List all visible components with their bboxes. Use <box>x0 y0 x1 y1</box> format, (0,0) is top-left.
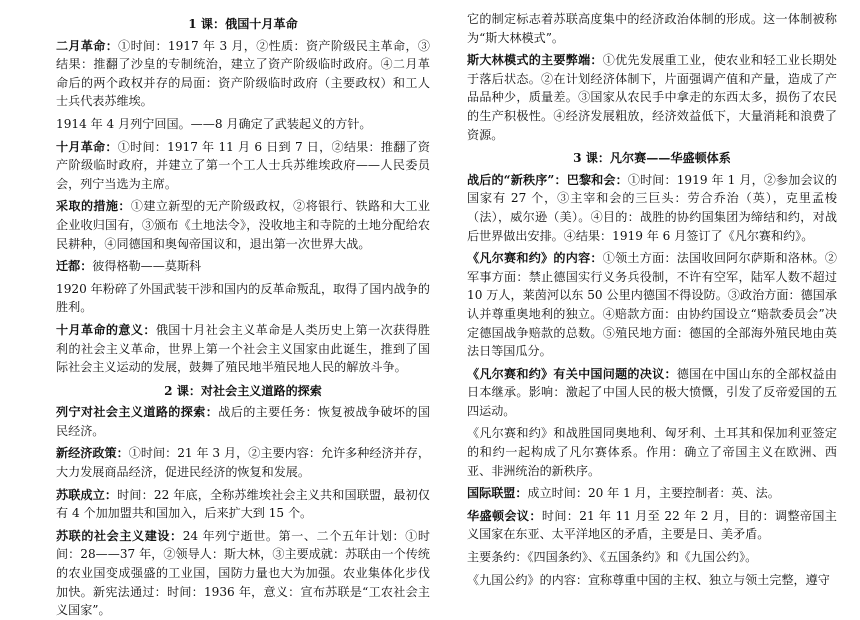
paragraph: 十月革命的意义：俄国十月社会主义革命是人类历史上第一次获得胜利的社会主义革命，世界上第一个社会主义国家由此诞生，推到了国际社会主义运动的发展，鼓舞了殖民地半殖民地人民的解放斗争。 <box>56 322 430 375</box>
term: 列宁对社会主义道路的探索： <box>56 405 219 420</box>
paragraph: 国际联盟：成立时间：20 年 1 月，主要控制者：英、法。 <box>467 486 780 501</box>
term: 二月革命： <box>56 38 119 53</box>
left-column <box>56 10 430 620</box>
paragraph: 列宁对社会主义道路的探索：战后的主要任务：恢复被战争破坏的国民经济。 <box>56 405 430 438</box>
term: 国际联盟： <box>467 486 528 501</box>
right-column <box>467 10 837 589</box>
term: 苏联的社会主义建设： <box>56 528 183 543</box>
paragraph: 苏联成立：时间：22 年底，全称苏维埃社会主义共和国联盟，最初仅有 4 个加加盟共和国加入，后来扩大到 15 个。 <box>56 487 430 521</box>
term: 斯大林模式的主要弊端： <box>467 53 603 68</box>
term: 十月革命的意义： <box>56 322 156 337</box>
lesson-2-heading: 2 课：对社会主义道路的探索 <box>164 383 322 398</box>
paragraph: 苏联的社会主义建设：24 年列宁逝世。第一、二个五年计划：①时间：28——37 年，②领导人：斯大林，③主要成就：苏联由一个传统的农业国变成强盛的工业国，国防力量也大为加强。农业集体化步伐加快。新宪法通过：时间：1936 年，意义：宣布苏联是“工农社会主义国家”。 <box>56 528 430 618</box>
paragraph: 斯大林模式的主要弊端：①优先发展重工业，使农业和轻工业长期处于落后状态。②在计划经济体制下，片面强调产值和产量，造成了产品品种少，质量差。③国家从农民手中拿走的东西太多，损伤了农民的生产积极性。④经济发展粗放，经济效益低下，大量消耗和浪费了资源。 <box>467 53 837 142</box>
term: 采取的措施： <box>56 199 131 214</box>
term: 战后的“新秩序”：巴黎和会： <box>467 172 628 187</box>
term: 《凡尔赛和约》的内容： <box>467 251 603 266</box>
paragraph: 《凡尔赛和约》有关中国问题的决议：德国在中国山东的全部权益由日本继承。影响：激起了中国人民的极大愤慨，引发了反帝爱国的五四运动。 <box>467 366 837 418</box>
paragraph: 十月革命：①时间：1917 年 11 月 6 日到 7 日，②结果：推翻了资产阶级临时政府，并建立了第一个工人士兵苏维埃政府——人民委员会，列宁当选为主席。 <box>56 139 430 191</box>
paragraph: 《九国公约》的内容：宣称尊重中国的主权、独立与领土完整，遵守 <box>467 572 830 587</box>
lesson-3-heading: 3 课：凡尔赛——华盛顿体系 <box>573 151 731 166</box>
paragraph: 《凡尔赛和约》和战胜国同奥地利、匈牙利、土耳其和保加利亚签定的和约一起构成了凡尔赛体系。作用：确立了帝国主义在欧洲、西亚、非洲统治的新秩序。 <box>467 426 837 478</box>
term: 《凡尔赛和约》有关中国问题的决议： <box>467 366 677 381</box>
paragraph: 迁都：彼得格勒——莫斯科 <box>56 259 202 274</box>
term: 新经济政策： <box>56 446 129 461</box>
paragraph: 采取的措施：①建立新型的无产阶级政权，②将银行、铁路和大工业企业收归国有，③颁布《土地法令》，没收地主和寺院的土地分配给农民耕种，④同德国和奥匈帝国议和，退出第一次世界大战。 <box>56 199 430 251</box>
paragraph: 战后的“新秩序”：巴黎和会：①时间：1919 年 1 月，②参加会议的国家有 27 个，③主宰和会的三巨头：劳合乔治（英），克里孟梭（法），威尔逊（美）。④目的：战胜的协约国集团为缔结和约，对战后世界做出安排。④结果：1919 年 6 月签订了《凡尔赛和约》。 <box>467 172 837 243</box>
term: 华盛顿会议： <box>467 508 542 523</box>
term: 迁都： <box>56 259 93 274</box>
paragraph: 1914 年 4 月列宁回国。——8 月确定了武装起义的方针。 <box>56 116 372 131</box>
paragraph: 新经济政策：①时间：21 年 3 月，②主要内容：允许多种经济并存，大力发展商品经济，促进民经济的恢复和发展。 <box>56 446 430 480</box>
paragraph: 1920 年粉碎了外国武装干涉和国内的反革命叛乱，取得了国内战争的胜利。 <box>56 281 430 315</box>
paragraph: 它的制定标志着苏联高度集中的经济政治体制的形成。这一体制被称为“斯大林模式”。 <box>467 12 837 45</box>
paragraph: 主要条约：《四国条约》、《五国条约》和《九国公约》。 <box>467 550 758 565</box>
paragraph: 《凡尔赛和约》的内容：①领土方面：法国收回阿尔萨斯和洛林。②军事方面：禁止德国实行义务兵役制，不许有空军，陆军人数不超过 10 万人，莱茵河以东 50 公里内德国不得设防。③政治方面：德国承认并尊重奥地利的独立。④赔款方面：由协约国设立“赔款委员会”决定德国战争赔款的总数。⑤殖民地方面：德国的全部海外殖民地由英法日等国瓜分。 <box>467 251 837 359</box>
term: 苏联成立： <box>56 487 118 502</box>
lesson-1-heading: 1 课：俄国十月革命 <box>188 17 298 31</box>
paragraph: 二月革命：①时间：1917 年 3 月，②性质：资产阶级民主革命，③结果：推翻了沙皇的专制统治，建立了资产阶级临时政府。④二月革命后的两个政权并存的局面：资产阶级临时政府（主要政权）和工人士兵代表苏维埃。 <box>56 38 430 109</box>
term: 十月革命： <box>56 139 118 154</box>
paragraph: 华盛顿会议：时间：21 年 11 月至 22 年 2 月，目的：调整帝国主义国家在东亚、太平洋地区的矛盾，主要是日、美矛盾。 <box>467 508 837 542</box>
